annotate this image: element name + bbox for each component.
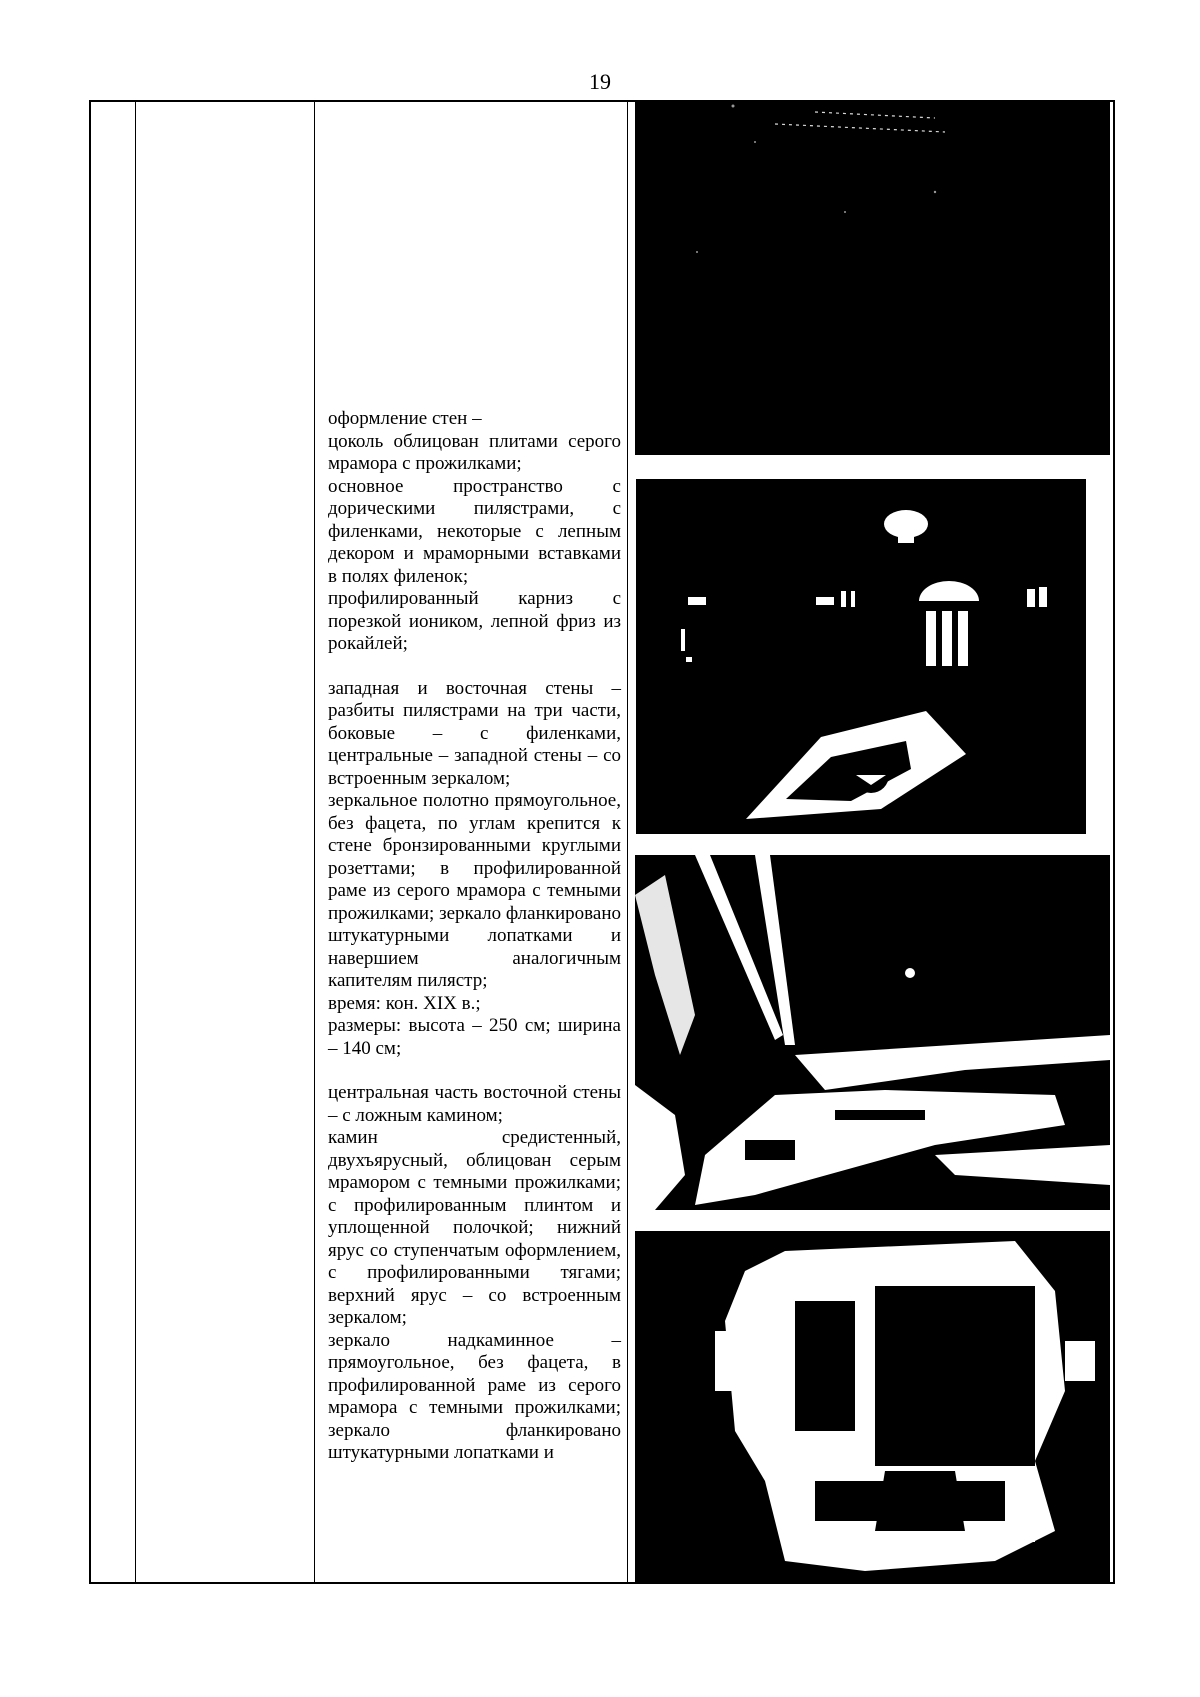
description-line: размеры: высота – 250 см; ширина – 140 см; <box>328 1015 621 1059</box>
photo-interior-hall <box>636 479 1086 834</box>
description-line: основное пространство с дорическими пилястрами, с филенками, некоторые с лепным декором и мраморными вставками в полях филенок; <box>328 475 621 587</box>
photo-interior-ceiling <box>635 102 1110 455</box>
column-divider-2 <box>314 102 315 1582</box>
paragraph-gap <box>328 1060 621 1082</box>
photo-wall-mirror <box>635 855 1110 1210</box>
description-line: цоколь облицован плитами серого мрамора с прожилками; <box>328 430 621 474</box>
paragraph-gap <box>328 656 621 678</box>
column-divider-3 <box>627 102 628 1582</box>
description-line: западная и восточная стены – разбиты пилястрами на три части, боковые – с филенками, центральные – западной стены – со встроенным зеркалом; <box>328 677 621 789</box>
description-line: центральная часть восточной стены – с ложным камином; <box>328 1082 621 1126</box>
description-line: профилированный карниз с порезкой иоником, лепной фриз из рокайлей; <box>328 588 621 654</box>
description-line: время: кон. XIX в.; <box>328 992 481 1014</box>
description-line: камин средистенный, двухъярусный, облицован серым мрамором с темными прожилками; с профилированным плинтом и уплощенной полочкой; нижний ярус со ступенчатым оформлением, с профилированными тягами; верхний ярус – со встроенным зеркалом; <box>328 1127 621 1328</box>
description-cell <box>328 408 621 1465</box>
column-divider-1 <box>135 102 136 1582</box>
photo-fireplace <box>635 1231 1110 1583</box>
description-line: зеркальное полотно прямоугольное, без фацета, по углам крепится к стене бронзированными круглыми розеттами; в профилированной раме из серого мрамора с темными прожилками; зеркало фланкировано штукатурными лопатками и навершием аналогичным капителям пилястр; <box>328 790 621 991</box>
description-line: оформление стен – <box>328 408 482 429</box>
description-line: зеркало надкаминное – прямоугольное, без фацета, в профилированной раме из серого мрамора с темными прожилками; зеркало фланкировано штукатурными лопатками и <box>328 1329 621 1463</box>
page-number: 19 <box>589 69 611 94</box>
